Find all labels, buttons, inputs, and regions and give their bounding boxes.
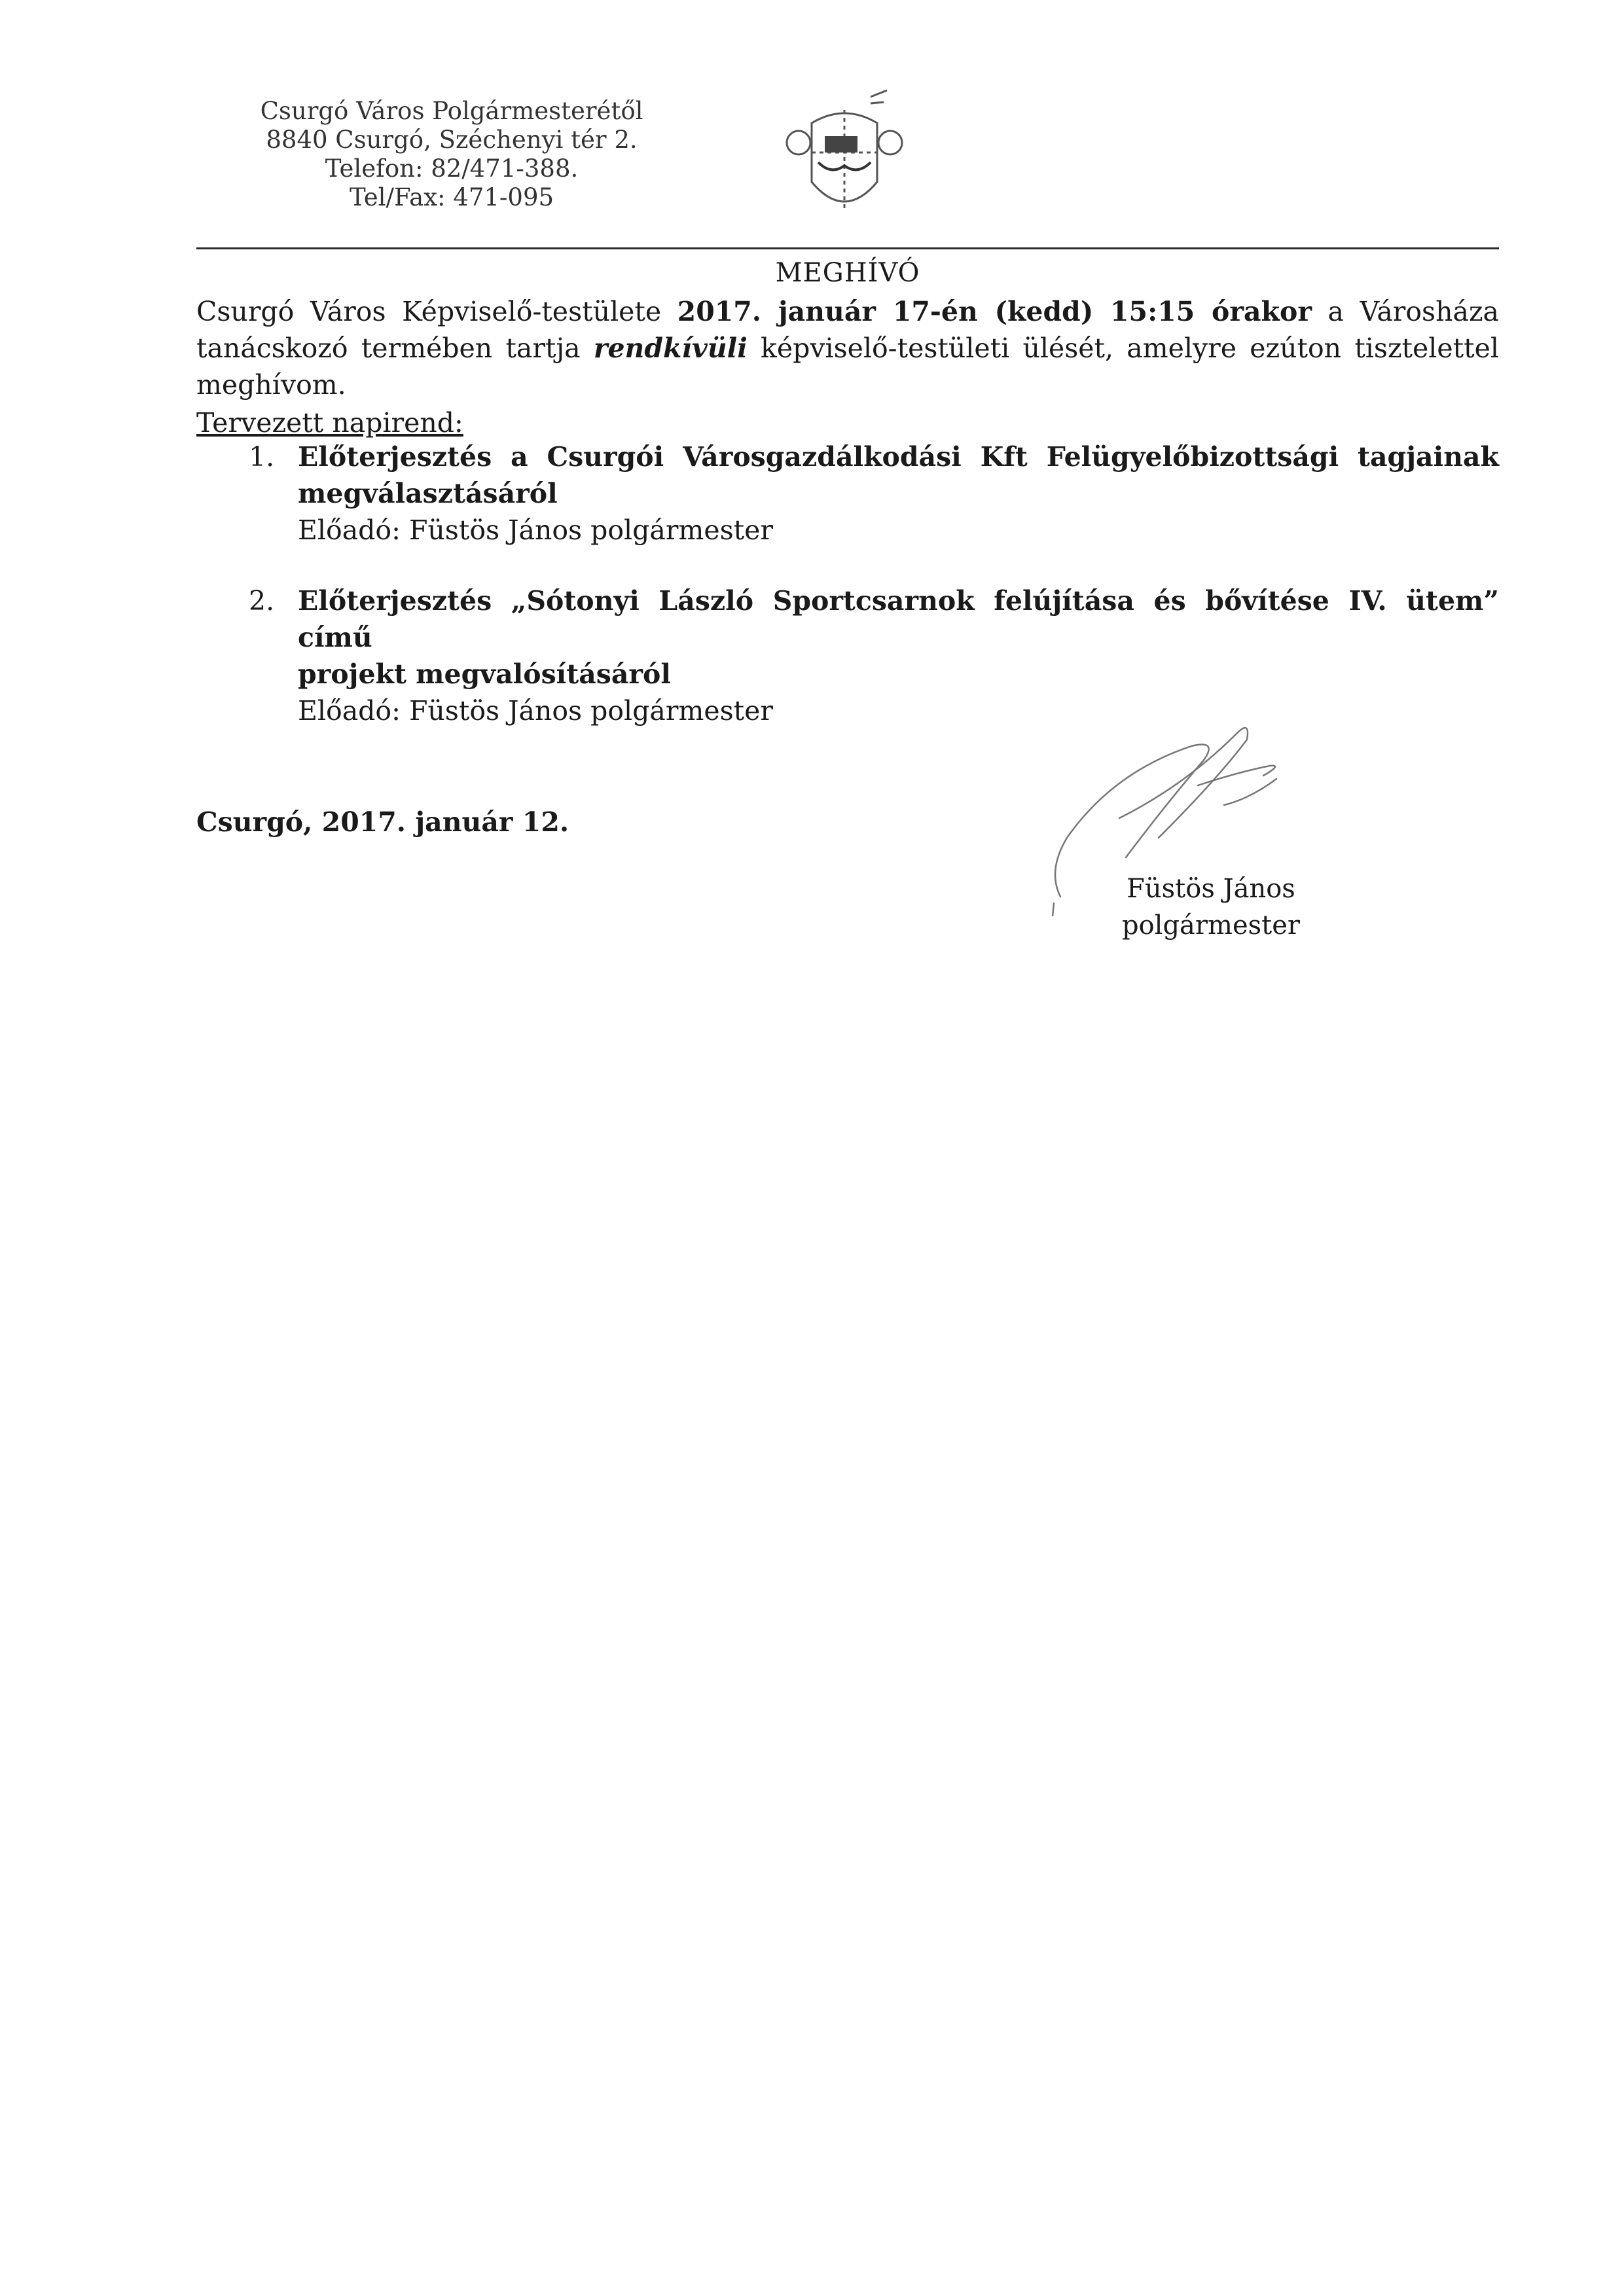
invitation-text: [196, 293, 1499, 403]
sender-name: Csurgó Város Polgármesterétől: [260, 97, 643, 125]
agenda-item-title-line2: projekt megvalósításáról: [298, 658, 671, 690]
sender-phone: Telefon: 82/471-388.: [325, 154, 579, 183]
sender-fax: Tel/Fax: 471-095: [349, 183, 554, 211]
sender-block: [196, 97, 707, 212]
coat-of-arms-icon: [772, 84, 916, 241]
meeting-datetime: 2017. január 17-én (kedd) 15:15 órakor: [677, 296, 1312, 327]
document-title: MEGHÍVÓ: [775, 258, 920, 288]
intro-closing: képviselő-testületi ülését, amelyre ezúton tisztelettel meghívom.: [196, 332, 1499, 401]
signer-name: Füstös János: [1127, 874, 1295, 904]
header-rule: [196, 247, 1499, 249]
intro-location: a Városháza tanácskozó termében tartja: [196, 296, 1499, 364]
signer-title: polgármester: [1121, 910, 1301, 941]
agenda-heading: Tervezett napirend:: [196, 407, 463, 439]
agenda-item-number: 2.: [249, 585, 275, 617]
place-and-date: Csurgó, 2017. január 12.: [196, 806, 569, 838]
signer-block: [1087, 870, 1335, 944]
agenda-item-number: 1.: [249, 441, 275, 473]
agenda-item-title-line1: Előterjesztés a Csurgói Városgazdálkodási Kft Felügyelőbizottsági tagjainak: [298, 441, 1499, 473]
intro-text: Csurgó Város Képviselő-testülete: [196, 296, 677, 327]
sender-address: 8840 Csurgó, Széchenyi tér 2.: [266, 126, 638, 154]
agenda-item-title-line2: megválasztásáról: [298, 478, 558, 509]
agenda-item-title-line1: Előterjesztés „Sótonyi László Sportcsarnok felújítása és bővítése IV. ütem” című: [298, 585, 1499, 653]
agenda-item-presenter: Előadó: Füstös János polgármester: [298, 514, 773, 546]
agenda-item-presenter: Előadó: Füstös János polgármester: [298, 695, 773, 726]
meeting-type: rendkívüli: [593, 332, 748, 364]
